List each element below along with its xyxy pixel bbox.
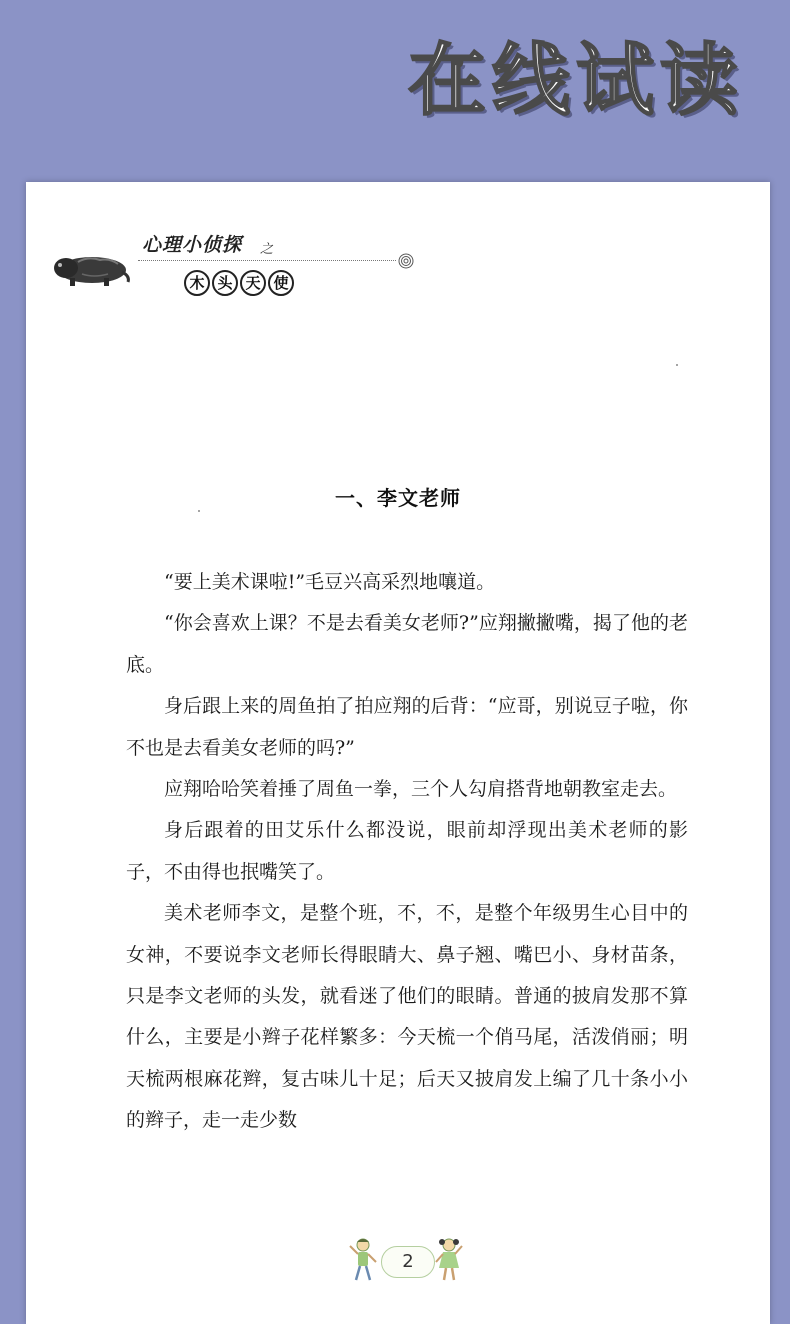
- chapter-title: 一、李文老师: [335, 486, 461, 510]
- page-number-footer: [346, 1230, 466, 1290]
- banner-title: 在线试读: [407, 36, 744, 126]
- page-number: 2: [381, 1246, 435, 1278]
- header-dotted-line: [138, 260, 396, 261]
- paragraph: 身后跟上来的周鱼拍了拍应翔的后背：“应哥，别说豆子啦，你不也是去看美女老师的吗?”: [126, 695, 688, 759]
- paper-speck: [676, 364, 678, 366]
- book-title-char: 头: [212, 270, 238, 296]
- paragraph: “你会喜欢上课？不是去看美女老师?”应翔撇撇嘴，揭了他的老底。: [126, 612, 688, 676]
- animal-illustration-icon: [48, 248, 132, 288]
- book-page: [26, 182, 770, 1324]
- paragraph: 身后跟着的田艾乐什么都没说，眼前却浮现出美术老师的影子，不由得也抿嘴笑了。: [126, 819, 688, 883]
- spiral-ornament-icon: [398, 253, 414, 269]
- paragraph: 美术老师李文，是整个班，不，不，是整个年级男生心目中的女神，不要说李文老师长得眼睛大、鼻子翘、嘴巴小、身材苗条，只是李文老师的头发，就看迷了他们的眼睛。普通的披肩发那不算什么，主要是小辫子花样繁多：今天梳一个俏马尾，活泼俏丽；明天梳两根麻花辫，复古味儿十足；后天又披肩发上编了几十条小小的辫子，走一走少数: [126, 902, 688, 1132]
- book-title-char: 使: [268, 270, 294, 296]
- body-text: [126, 562, 688, 1142]
- paragraph: 应翔哈哈笑着捶了周鱼一拳，三个人勾肩搭背地朝教室走去。: [164, 778, 678, 801]
- book-title-char: 天: [240, 270, 266, 296]
- book-title: [184, 270, 294, 296]
- book-title-char: 木: [184, 270, 210, 296]
- series-title: 心理小侦探: [142, 234, 243, 256]
- paragraph: “要上美术课啦!”毛豆兴高采烈地嚷道。: [164, 571, 496, 593]
- series-suffix: 之: [260, 242, 274, 257]
- child-figure-icon: [348, 1236, 378, 1284]
- child-figure-icon: [434, 1236, 464, 1284]
- running-header: [46, 226, 426, 306]
